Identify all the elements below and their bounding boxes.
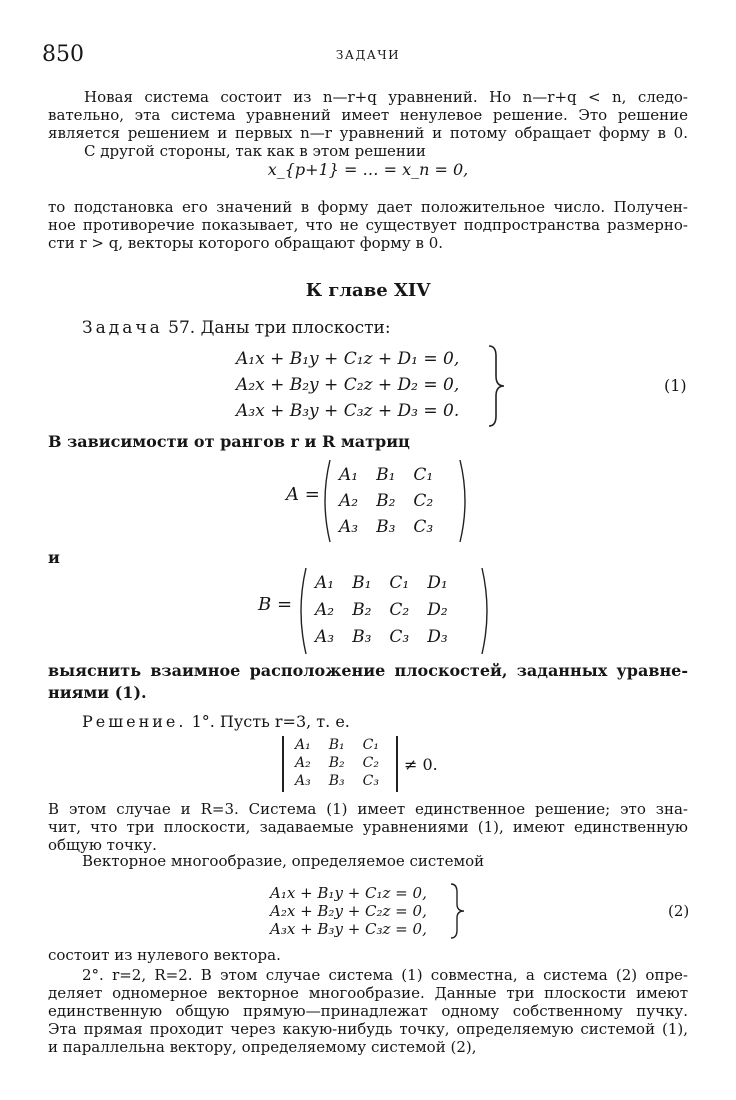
case-2-line-2: деляет одномерное векторное многообразие. Данные три плоскости имеют	[48, 984, 688, 1002]
matrix-a-cell: C₂	[413, 491, 434, 511]
case-1-line-3: общую точку.	[48, 836, 157, 854]
intro-after-line-2: ное противоречие показывает, что не существует подпространства размерно-	[48, 216, 688, 234]
intro-paragraph	[48, 88, 688, 160]
system-1	[236, 346, 459, 424]
matrix-b-cell: B₃	[352, 627, 372, 647]
manifold-text: Векторное многообразие, определяемое системой	[82, 852, 485, 870]
matrix-a-cell: C₃	[413, 517, 434, 537]
det-cell: C₁	[362, 737, 379, 753]
problem-label: Задача	[82, 318, 163, 338]
right-brace-1	[486, 344, 510, 428]
problem-text: Даны три плоскости:	[200, 318, 391, 338]
det-bar-left	[282, 736, 284, 792]
matrix-b-cell: B₁	[352, 573, 372, 593]
page-number: 850	[42, 42, 84, 67]
det-row	[286, 736, 388, 754]
matrix-b-cell: C₁	[389, 573, 410, 593]
matrix-a-cell: C₁	[413, 465, 434, 485]
intro-formula: x_{p+1} = … = x_n = 0,	[267, 160, 469, 179]
system-1-eq-2: A₂x + B₂y + C₂z + D₂ = 0,	[236, 375, 460, 395]
equation-1-number: (1)	[664, 376, 687, 395]
running-head: ЗАДАЧИ	[335, 48, 401, 62]
matrix-b-cell: D₁	[427, 573, 448, 593]
case-1-line-1: В этом случае и R=3. Система (1) имеет единственное решение; это зна-	[48, 800, 688, 818]
system-2-eq-3: A₃x + B₃y + C₃z = 0,	[270, 920, 427, 938]
intro-line-4: С другой стороны, так как в этом решении	[84, 142, 426, 160]
matrix-b-cell: C₃	[389, 627, 410, 647]
matrix-a-label: A =	[286, 484, 320, 505]
solution-case-1-text: 1°. Пусть r=3, т. е.	[191, 712, 350, 731]
right-brace-2	[448, 882, 468, 940]
task-line-2: ниями (1).	[48, 683, 147, 702]
system-1-eq-3: A₃x + B₃y + C₃z + D₃ = 0.	[236, 401, 460, 421]
matrix-a-row	[330, 488, 442, 514]
det-row	[286, 754, 388, 772]
matrix-a-cell: A₁	[339, 465, 359, 485]
case-1-line-2: чит, что три плоскости, задаваемые уравнениями (1), имеют единственную	[48, 818, 688, 836]
matrix-a-row	[330, 514, 442, 540]
intro-after-line-1: то подстановка его значений в форму дает положительное число. Получен-	[48, 198, 688, 216]
det-cell: B₂	[328, 755, 345, 771]
det-cell: B₁	[328, 737, 345, 753]
matrix-a	[330, 462, 442, 540]
system-2	[270, 884, 427, 938]
rank-sentence: В зависимости от рангов r и R матриц	[48, 432, 410, 451]
matrix-a-row	[330, 462, 442, 488]
matrix-a-cell: A₃	[339, 517, 359, 537]
equation-2-number: (2)	[668, 902, 690, 920]
case-2-line-5: и параллельна вектору, определяемому системой (2),	[48, 1038, 477, 1056]
case-2-line-4: Эта прямая проходит через какую-нибудь точку, определяемую системой (1),	[48, 1020, 688, 1038]
matrix-b-cell: A₃	[315, 627, 335, 647]
matrix-b-cell: D₂	[427, 600, 448, 620]
matrix-a-cell: B₂	[376, 491, 396, 511]
case-1-paragraph	[48, 800, 688, 854]
intro-line-3: является решением и первых n—r уравнений и потому обращает форму в 0.	[48, 124, 688, 142]
det-cell: A₃	[295, 773, 311, 789]
matrix-b-cell: D₃	[427, 627, 448, 647]
det-cell: C₃	[362, 773, 379, 789]
system-2-eq-2: A₂x + B₂y + C₂z = 0,	[270, 902, 427, 920]
solution-label: Решение.	[82, 712, 187, 731]
intro-line-2: вательно, эта система уравнений имеет ненулевое решение. Это решение	[48, 106, 688, 124]
matrix-a-cell: A₂	[339, 491, 359, 511]
det-cell: A₂	[295, 755, 311, 771]
solution-case-1	[82, 712, 350, 731]
intro-after	[48, 198, 688, 252]
problem-statement	[82, 318, 391, 338]
matrix-b	[306, 570, 457, 651]
det-cell: C₂	[362, 755, 379, 771]
matrix-b-cell: A₂	[315, 600, 335, 620]
system-1-eq-1: A₁x + B₁y + C₁z + D₁ = 0,	[236, 349, 460, 369]
case-2-line-3: единственную общую прямую—принадлежат одному собственному пучку.	[48, 1002, 688, 1020]
matrix-b-row	[306, 624, 457, 651]
matrix-a-cell: B₃	[376, 517, 396, 537]
matrix-b-cell: C₂	[389, 600, 410, 620]
problem-number: 57.	[168, 318, 196, 338]
matrix-b-cell: A₁	[315, 573, 335, 593]
det-cell: A₁	[295, 737, 311, 753]
task-text	[48, 660, 688, 704]
task-line-1: выяснить взаимное расположение плоскостей, заданных уравне-	[48, 661, 688, 680]
determinant	[286, 736, 388, 790]
and-word: и	[48, 548, 60, 567]
zero-vector-text: состоит из нулевого вектора.	[48, 946, 281, 964]
case-2-paragraph	[48, 966, 688, 1056]
system-2-eq-1: A₁x + B₁y + C₁z = 0,	[270, 884, 427, 902]
det-row	[286, 772, 388, 790]
matrix-b-row	[306, 570, 457, 597]
det-bar-right	[396, 736, 398, 792]
intro-line-1: Новая система состоит из n—r+q уравнений. Но n—r+q < n, следо-	[84, 88, 688, 106]
matrix-a-cell: B₁	[376, 465, 396, 485]
chapter-heading: К главе XIV	[305, 280, 431, 301]
det-relation: ≠ 0.	[404, 755, 438, 774]
intro-after-line-3: сти r > q, векторы которого обращают форму в 0.	[48, 234, 444, 252]
case-2-line-1: 2°. r=2, R=2. В этом случае система (1) совместна, а система (2) опре-	[82, 966, 688, 984]
matrix-b-label: B =	[258, 594, 293, 615]
matrix-b-row	[306, 597, 457, 624]
det-cell: B₃	[328, 773, 345, 789]
matrix-b-cell: B₂	[352, 600, 372, 620]
